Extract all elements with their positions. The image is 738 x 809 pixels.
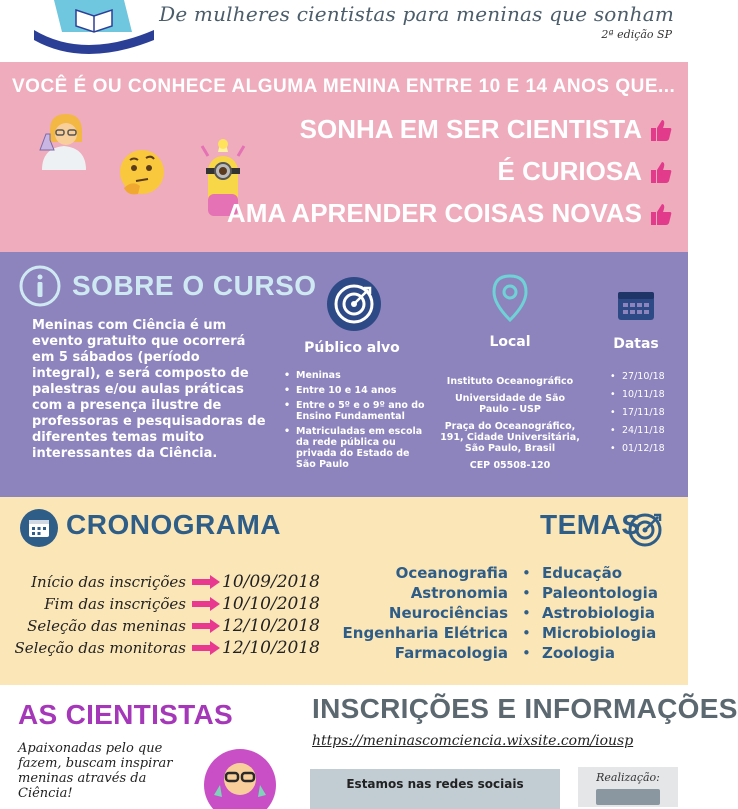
schedule-row: Seleção das monitoras 12/10/2018	[14, 638, 320, 658]
social-label: Estamos nas redes sociais	[346, 777, 524, 791]
arrow-right-icon	[192, 619, 220, 633]
list-item: • 27/10/18	[610, 370, 680, 384]
list-item: • Meninas	[284, 370, 432, 381]
thumbs-up-icon	[648, 201, 674, 227]
realization-label: Realização:	[596, 771, 660, 784]
arrow-right-icon	[192, 597, 220, 611]
thumbs-up-icon	[648, 159, 674, 185]
topic-item: Zoologia	[542, 644, 615, 662]
bullet: •	[522, 564, 531, 582]
location-line: Praça do Oceanográfico, 191, Cidade Universitária, São Paulo, Brasil	[440, 421, 580, 454]
topic-item: Engenharia Elétrica	[342, 624, 508, 642]
arrow-right-icon	[192, 575, 220, 589]
topic-item: Microbiologia	[542, 624, 657, 642]
list-item: • Entre 10 e 14 anos	[284, 385, 432, 396]
list-item: • Entre o 5º e o 9º ano do Ensino Fundamental	[284, 400, 432, 422]
topics-title: TEMAS	[540, 509, 641, 540]
topic-item: Astronomia	[410, 584, 508, 602]
footer-section	[0, 685, 738, 801]
intro-line-2: É CURIOSA	[498, 156, 674, 187]
schedule-row: Seleção das meninas 12/10/2018	[27, 616, 320, 636]
intro-section	[0, 62, 688, 252]
dates-title: Datas	[613, 336, 659, 352]
schedule-section	[0, 497, 688, 685]
bullet: •	[522, 604, 531, 622]
location-details	[440, 376, 580, 477]
bullet: •	[522, 584, 531, 602]
location-line: Universidade de São Paulo - USP	[454, 393, 566, 415]
location-line: Instituto Oceanográfico	[446, 376, 574, 387]
map-pin-icon	[492, 274, 528, 324]
location-line: CEP 05508-120	[469, 460, 551, 471]
list-item: • 10/11/18	[610, 388, 680, 402]
info-icon	[18, 264, 62, 308]
logo-book-icon	[14, 0, 164, 50]
list-item: • 24/11/18	[610, 424, 680, 438]
registration-link[interactable]: https://meninascomciencia.wixsite.com/iousp	[312, 733, 634, 749]
scientists-title: AS CIENTISTAS	[18, 699, 233, 730]
about-description: Meninas com Ciência é um evento gratuito que ocorrerá em 5 sábados (período integral), e será composto de palestras e/ou aulas práticas com a presença ilustre de professoras e pesquisadoras de diferentes temas muito interessantes da Ciência.	[32, 318, 266, 461]
target-icon	[326, 276, 382, 332]
about-section	[0, 252, 688, 497]
list-item: • Matriculadas em escola da rede pública ou privada do Estado de São Paulo	[284, 426, 432, 470]
audience-title: Público alvo	[304, 340, 400, 356]
topic-item: Educação	[542, 564, 622, 582]
scientists-text: Apaixonadas pelo que fazem, buscam inspirar meninas através da Ciência!	[18, 741, 173, 801]
thumbs-up-icon	[648, 117, 674, 143]
bullet: •	[522, 644, 531, 662]
edition-label: 2ª edição SP	[601, 28, 672, 41]
topic-item: Paleontologia	[542, 584, 658, 602]
location-title: Local	[489, 334, 531, 350]
schedule-row: Fim das inscrições 10/10/2018	[44, 594, 320, 614]
topic-item: Oceanografia	[395, 564, 508, 582]
calendar-icon	[20, 509, 58, 547]
topic-item: Astrobiologia	[542, 604, 656, 622]
about-title: SOBRE O CURSO	[72, 270, 317, 301]
intro-line-3: AMA APRENDER COISAS NOVAS	[227, 198, 674, 229]
list-item: • 01/12/18	[610, 442, 680, 456]
social-banner	[310, 769, 560, 809]
arrow-right-icon	[192, 641, 220, 655]
calendar-icon	[616, 288, 656, 322]
intro-line-1: SONHA EM SER CIENTISTA	[300, 114, 674, 145]
topic-item: Neurociências	[388, 604, 508, 622]
scientist-emoji-icon	[36, 110, 92, 170]
registration-title: INSCRIÇÕES E INFORMAÇÕES	[312, 693, 738, 724]
target-icon	[628, 511, 664, 547]
usp-logo	[596, 789, 660, 805]
intro-question: VOCÊ É OU CONHECE ALGUMA MENINA ENTRE 10 E 14 ANOS QUE...	[12, 76, 676, 97]
scientist-avatar-icon	[200, 745, 280, 805]
realization-box	[578, 767, 678, 807]
schedule-title: CRONOGRAMA	[66, 509, 281, 540]
header	[0, 0, 688, 62]
topic-item: Farmacologia	[394, 644, 508, 662]
audience-list	[284, 370, 432, 474]
bullet: •	[522, 624, 531, 642]
schedule-row: Início das inscrições 10/09/2018	[31, 572, 320, 592]
thinking-emoji-icon	[116, 148, 168, 200]
list-item: • 17/11/18	[610, 406, 680, 420]
tagline: De mulheres cientistas para meninas que sonham	[159, 2, 674, 26]
dates-list	[610, 370, 680, 460]
